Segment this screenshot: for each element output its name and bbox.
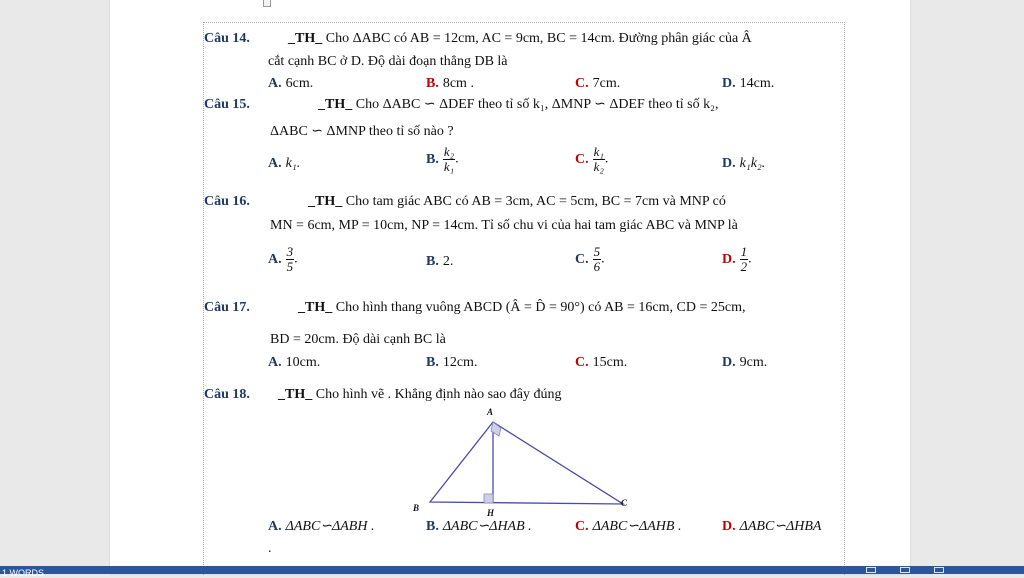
status-bar: [0, 566, 1024, 578]
q18-option-b: B. ΔABC∽ΔHAB .: [426, 519, 532, 534]
read-mode-icon[interactable]: [866, 567, 876, 573]
q15-option-d: D. k₁k₂.: [722, 156, 766, 171]
question-18-number: Câu 18.: [204, 387, 250, 402]
triangle-abc: [430, 422, 623, 504]
question-16-text: _TH_ Cho tam giác ABC có AB = 3cm, AC = 5cm, BC = 7cm và MNP có: [308, 194, 726, 209]
question-15-line1: Cho ΔABC ∽ ΔDEF theo tỉ số k₁, ΔMNP ∽ ΔDEF theo tỉ số k₂,: [355, 97, 719, 112]
q18-trailing-dot: .: [268, 541, 272, 556]
q16-option-d: D. $\frac{1}{2}$ .: [722, 244, 752, 274]
q16-option-c: C. $\frac{5}{6}$ .: [575, 244, 605, 274]
q14-option-a: A. 6cm.: [268, 76, 314, 91]
vertex-c-label: C: [621, 498, 628, 508]
question-17-text: _TH_ Cho hình thang vuông ABCD (Â = D̂ = 90°) có AB = 16cm, CD = 25cm,: [298, 300, 746, 315]
question-14-line1: Cho ΔABC có AB = 12cm, AC = 9cm, BC = 14cm. Đường phân giác của Â: [325, 31, 752, 46]
q17-option-b: B. 12cm.: [426, 355, 478, 370]
question-14-number: Câu 14.: [204, 31, 250, 46]
question-15-number: Câu 15.: [204, 97, 250, 112]
q18-option-c: C. ΔABC∽ΔAHB .: [575, 519, 682, 534]
question-16-line2: MN = 6cm, MP = 10cm, NP = 14cm. Tỉ số chu vi của hai tam giác ABC và MNP là: [270, 218, 738, 233]
q17-option-a: A. 10cm.: [268, 355, 321, 370]
q17-option-c: C. 15cm.: [575, 355, 628, 370]
print-layout-icon[interactable]: [900, 567, 910, 573]
web-layout-icon[interactable]: [934, 567, 944, 573]
q15-option-a: A. k₁.: [268, 156, 301, 171]
q16-option-a: A. $\frac{3}{5}$ .: [268, 244, 298, 274]
question-17-line1: Cho hình thang vuông ABCD (Â = D̂ = 90°) có AB = 16cm, CD = 25cm,: [335, 300, 746, 315]
question-16-line1: Cho tam giác ABC có AB = 3cm, AC = 5cm, BC = 7cm và MNP có: [345, 194, 726, 209]
vertex-a-label: A: [487, 407, 494, 417]
q15-option-c: C. $\frac{\text{k₁}}{\text{k₂}}$ .: [575, 144, 609, 174]
question-16-number: Câu 16.: [204, 194, 250, 209]
q15-option-b: B. $\frac{\text{k₂}}{\text{k₁}}$ .: [426, 144, 459, 174]
question-15-line2: ΔABC ∽ ΔMNP theo tỉ số nào ?: [270, 124, 454, 139]
question-14-line2: cắt cạnh BC ở D. Độ dài đoạn thẳng DB là: [268, 54, 508, 69]
question-14-text: [288, 30, 752, 48]
word-count[interactable]: 1 WORDS: [2, 568, 45, 578]
question-17-line2: BD = 20cm. Độ dài cạnh BC là: [270, 332, 446, 347]
q18-option-d: D. ΔABC∽ΔHBA: [722, 519, 822, 534]
q16-option-b: B. 2.: [426, 254, 454, 269]
q18-option-a: A. ΔABC∽ΔABH .: [268, 519, 375, 534]
question-18-text: _TH_ Cho hình vẽ . Khẳng định nào sao đây đúng: [278, 387, 562, 402]
triangle-figure: [405, 402, 645, 520]
question-18-line1: Cho hình vẽ . Khẳng định nào sao đây đúng: [315, 387, 562, 402]
vertex-b-label: B: [413, 503, 420, 513]
q14-option-c: C. 7cm.: [575, 76, 621, 91]
question-15-text: _TH_ Cho ΔABC ∽ ΔDEF theo tỉ số k₁, ΔMNP ∽ ΔDEF theo tỉ số k₂,: [318, 97, 719, 112]
vertex-h-label: H: [487, 508, 495, 518]
q14-option-d: D. 14cm.: [722, 76, 775, 91]
right-angle-h: [484, 494, 493, 503]
question-17-number: Câu 17.: [204, 300, 250, 315]
question-14-tag: _TH_: [288, 31, 323, 46]
q14-option-b: B. 8cm .: [426, 76, 474, 91]
q17-option-d: D. 9cm.: [722, 355, 768, 370]
ruler-indent-marker[interactable]: [263, 0, 271, 7]
